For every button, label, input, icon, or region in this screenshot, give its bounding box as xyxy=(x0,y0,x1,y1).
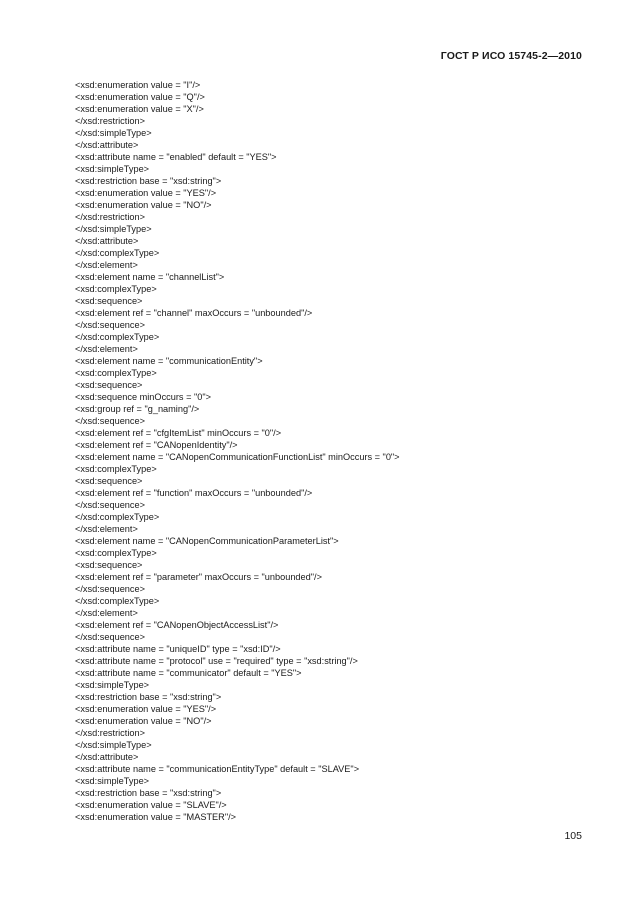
code-line: <xsd:restriction base = "xsd:string"> xyxy=(75,692,222,702)
code-line: <xsd:enumeration value = "Q"/> xyxy=(75,92,205,102)
code-line: </xsd:attribute> xyxy=(75,236,139,246)
code-line: </xsd:attribute> xyxy=(75,140,139,150)
code-line: </xsd:sequence> xyxy=(75,320,145,330)
code-line: <xsd:complexType> xyxy=(75,284,157,294)
code-line: <xsd:element name = "CANopenCommunicationParameterList"> xyxy=(75,536,339,546)
code-line: <xsd:complexType> xyxy=(75,548,157,558)
code-line: <xsd:simpleType> xyxy=(75,164,150,174)
code-line: <xsd:enumeration value = "NO"/> xyxy=(75,200,212,210)
code-line: </xsd:sequence> xyxy=(75,632,145,642)
code-line: </xsd:simpleType> xyxy=(75,128,152,138)
code-line: <xsd:attribute name = "uniqueID" type = "xsd:ID"/> xyxy=(75,644,281,654)
code-line: <xsd:element ref = "parameter" maxOccurs = "unbounded"/> xyxy=(75,572,322,582)
code-line: </xsd:element> xyxy=(75,260,138,270)
code-line: <xsd:element ref = "channel" maxOccurs = "unbounded"/> xyxy=(75,308,313,318)
code-line: <xsd:enumeration value = "MASTER"/> xyxy=(75,812,237,822)
code-line: <xsd:sequence> xyxy=(75,560,143,570)
code-line: </xsd:element> xyxy=(75,524,138,534)
code-line: <xsd:element ref = "CANopenObjectAccessList"/> xyxy=(75,620,279,630)
page-header-standard-code: ГОСТ Р ИСО 15745-2—2010 xyxy=(440,50,582,62)
code-line: <xsd:element ref = "function" maxOccurs = "unbounded"/> xyxy=(75,488,313,498)
code-line: <xsd:enumeration value = "X"/> xyxy=(75,104,204,114)
code-line: <xsd:element name = "communicationEntity"> xyxy=(75,356,263,366)
code-line: </xsd:restriction> xyxy=(75,728,145,738)
code-line: <xsd:enumeration value = "YES"/> xyxy=(75,704,217,714)
code-line: <xsd:restriction base = "xsd:string"> xyxy=(75,176,222,186)
code-line: </xsd:complexType> xyxy=(75,512,160,522)
page-number: 105 xyxy=(564,830,582,842)
code-line: <xsd:element name = "channelList"> xyxy=(75,272,225,282)
code-line: </xsd:attribute> xyxy=(75,752,139,762)
code-line: <xsd:sequence> xyxy=(75,296,143,306)
code-line: <xsd:element ref = "CANopenIdentity"/> xyxy=(75,440,238,450)
code-line: </xsd:element> xyxy=(75,608,138,618)
code-line: </xsd:sequence> xyxy=(75,584,145,594)
code-line: <xsd:sequence> xyxy=(75,476,143,486)
code-line: <xsd:enumeration value = "YES"/> xyxy=(75,188,217,198)
code-line: <xsd:sequence> xyxy=(75,380,143,390)
code-line: <xsd:simpleType> xyxy=(75,680,150,690)
code-line: <xsd:attribute name = "protocol" use = "required" type = "xsd:string"/> xyxy=(75,656,358,666)
code-line: <xsd:sequence minOccurs = "0"> xyxy=(75,392,211,402)
code-line: <xsd:enumeration value = "NO"/> xyxy=(75,716,212,726)
code-line: <xsd:element ref = "cfgItemList" minOccurs = "0"/> xyxy=(75,428,282,438)
code-line: <xsd:group ref = "g_naming"/> xyxy=(75,404,200,414)
code-line: </xsd:sequence> xyxy=(75,500,145,510)
code-line: <xsd:enumeration value = "SLAVE"/> xyxy=(75,800,227,810)
code-line: <xsd:attribute name = "communicationEntityType" default = "SLAVE"> xyxy=(75,764,360,774)
code-line: </xsd:restriction> xyxy=(75,212,145,222)
xsd-code-listing xyxy=(75,79,595,823)
code-line: <xsd:restriction base = "xsd:string"> xyxy=(75,788,222,798)
code-line: </xsd:simpleType> xyxy=(75,740,152,750)
code-line: <xsd:simpleType> xyxy=(75,776,150,786)
code-line: </xsd:complexType> xyxy=(75,332,160,342)
code-line: </xsd:complexType> xyxy=(75,596,160,606)
code-line: <xsd:complexType> xyxy=(75,368,157,378)
code-line: <xsd:attribute name = "enabled" default = "YES"> xyxy=(75,152,277,162)
code-line: </xsd:restriction> xyxy=(75,116,145,126)
code-line: <xsd:element name = "CANopenCommunicationFunctionList" minOccurs = "0"> xyxy=(75,452,400,462)
code-line: </xsd:complexType> xyxy=(75,248,160,258)
code-line: <xsd:complexType> xyxy=(75,464,157,474)
code-line: <xsd:enumeration value = "I"/> xyxy=(75,80,201,90)
code-line: <xsd:attribute name = "communicator" default = "YES"> xyxy=(75,668,302,678)
code-line: </xsd:element> xyxy=(75,344,138,354)
code-line: </xsd:sequence> xyxy=(75,416,145,426)
code-line: </xsd:simpleType> xyxy=(75,224,152,234)
